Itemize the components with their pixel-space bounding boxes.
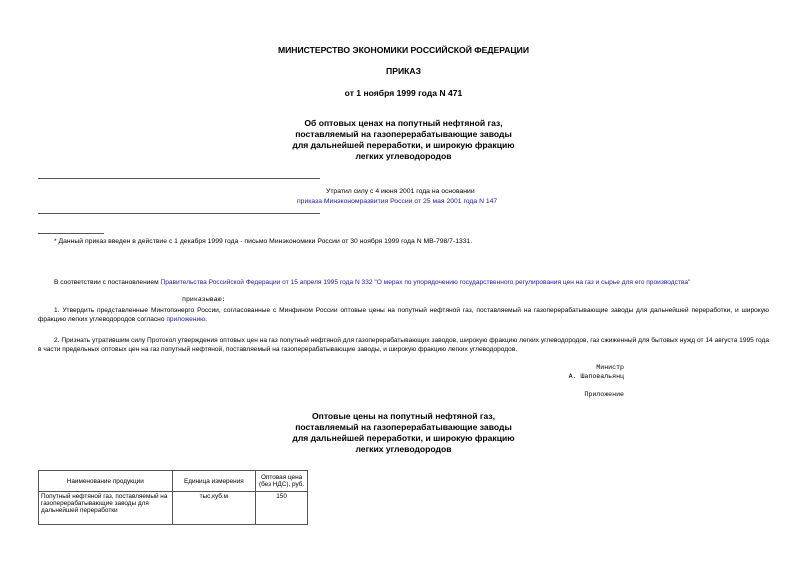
- appendix-title-line: для дальнейшей переработки, и широкую фракцию: [292, 433, 515, 443]
- signature-name: А. Шаповальянц: [568, 373, 624, 380]
- preamble: [54, 279, 690, 286]
- order-word: приказываю:: [182, 296, 226, 303]
- date-number-heading: от 1 ноября 1999 года N 471: [344, 88, 463, 98]
- table-header-cell: Оптовая цена (без НДС), руб.: [256, 471, 308, 492]
- status-divider-top: [38, 178, 320, 179]
- item-1-end: .: [205, 316, 207, 324]
- status-link[interactable]: приказа Минэкономразвития России от 25 мая 2001 года N 147: [297, 198, 498, 205]
- status-text: Утратил силу с 4 июня 2001 года на основании: [326, 188, 475, 195]
- appendix-title-line: Оптовые цены на попутный нефтяной газ,: [311, 411, 496, 421]
- item-1-text: 1. Утвердить представленные Минтопэнерго России, согласованные с Минфином России оптовые цены на попутный нефтяной газ, поставляемый на газоперерабатывающие заводы для дальнейшей переработки, и широкую фракцию легких углеводородов согласно: [38, 307, 769, 324]
- table-cell-unit: тыс.куб.м: [172, 492, 256, 525]
- table-header-cell: Наименование продукции: [39, 471, 173, 492]
- appendix-title-line: поставляемый на газоперерабатывающие заводы: [295, 422, 512, 432]
- table-row: [39, 492, 308, 525]
- table-cell-price: 150: [256, 492, 308, 525]
- appendix-link[interactable]: приложению: [166, 316, 206, 324]
- government-decree-link[interactable]: Правительства Российской Федерации от 15 апреля 1995 года N 332 "О мерах по упорядочению государственного регулирования цен на газ и сырье для его производства": [160, 279, 691, 286]
- ministry-heading: МИНИСТЕРСТВО ЭКОНОМИКИ РОССИЙСКОЙ ФЕДЕРАЦИИ: [277, 45, 530, 55]
- price-table: [38, 470, 308, 525]
- title-line: легких углеводородов: [355, 151, 452, 161]
- table-header-cell: Единица измерения: [172, 471, 256, 492]
- doc-type-heading: ПРИКАЗ: [386, 66, 421, 76]
- title-line: поставляемый на газоперерабатывающие заводы: [295, 129, 512, 139]
- footnote-divider: [38, 233, 104, 234]
- title-line: для дальнейшей переработки, и широкую фракцию: [292, 140, 515, 150]
- footnote: * Данный приказ введен в действие с 1 декабря 1999 года - письмо Минэкономики России от 30 ноября 1999 года N МВ-798/7-1331.: [54, 238, 473, 245]
- status-divider-bottom: [38, 213, 320, 214]
- appendix-title-line: легких углеводородов: [355, 444, 452, 454]
- table-header-row: [39, 471, 308, 492]
- preamble-text: В соответствии с постановлением: [54, 279, 161, 286]
- appendix-title: [0, 411, 807, 455]
- title-line: Об оптовых ценах на попутный нефтяной газ,: [304, 118, 503, 128]
- table-cell-product: Попутный нефтяной газ, поставляемый на газоперерабатывающие заводы для дальнейшей переработки: [39, 492, 173, 525]
- order-item-1: [38, 306, 769, 325]
- signature-position: Министр: [596, 364, 624, 371]
- order-item-2: 2. Признать утратившим силу Протокол утверждения оптовых цен на газ попутный нефтяной для газоперерабатывающих заводов, широкую фракцию легких углеводородов, газ сжиженный для бытовых нужд от 14 августа 1995 года в части предельных оптовых цен на газ попутный нефтяной, поставляемый на газоперерабатывающие заводы, и широкую фракцию легких углеводородов.: [38, 337, 769, 354]
- document-title: [0, 118, 807, 162]
- appendix-label: Приложение: [584, 391, 624, 398]
